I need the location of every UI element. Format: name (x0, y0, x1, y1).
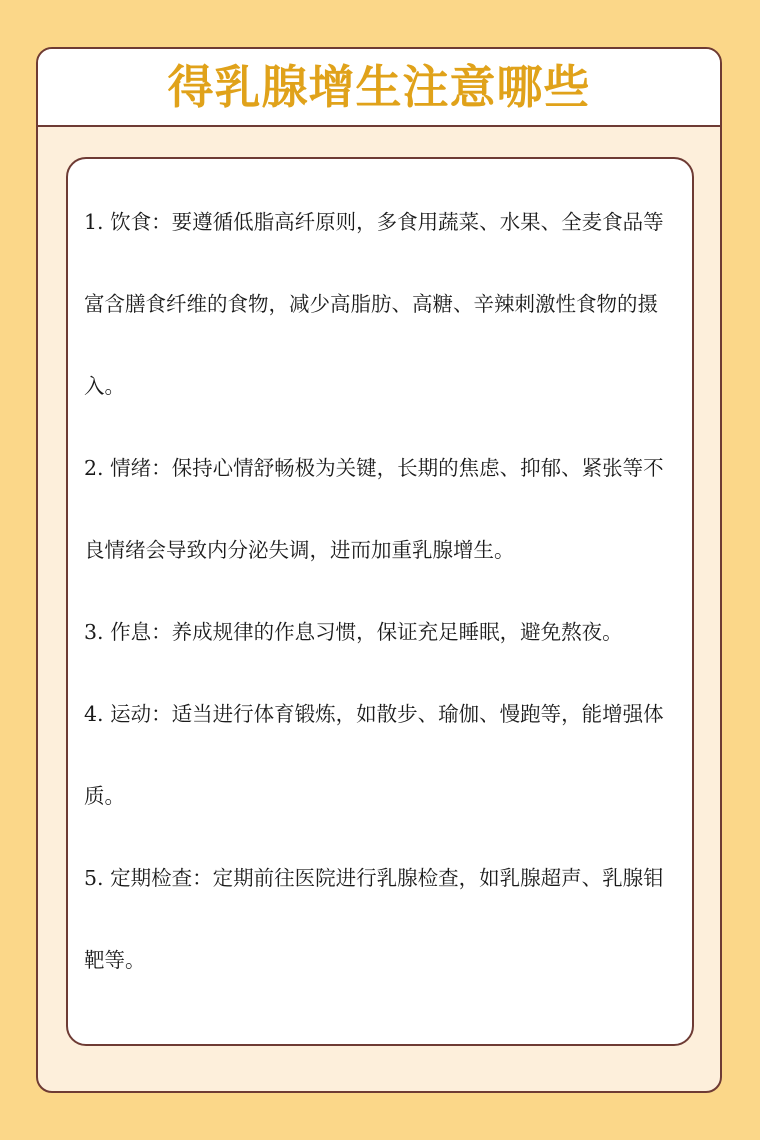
tip-text: 运动：适当进行体育锻炼，如散步、瑜伽、慢跑等，能增强体质。 (84, 702, 664, 808)
tip-item-diet (84, 181, 678, 427)
tips-list (84, 181, 678, 1001)
tip-item-emotion (84, 427, 678, 591)
tip-item-exercise (84, 673, 678, 837)
tip-number: 2. (84, 456, 104, 480)
content-card (66, 157, 694, 1046)
tip-number: 3. (84, 620, 104, 644)
tip-text: 情绪：保持心情舒畅极为关键，长期的焦虑、抑郁、紧张等不良情绪会导致内分泌失调，进而加重乳腺增生。 (84, 456, 664, 562)
page-title: 得乳腺增生注意哪些 (167, 60, 591, 114)
tip-text: 饮食：要遵循低脂高纤原则，多食用蔬菜、水果、全麦食品等富含膳食纤维的食物，减少高脂肪、高糖、辛辣刺激性食物的摄入。 (84, 210, 664, 398)
title-bar (38, 49, 720, 127)
tip-item-rest (84, 591, 678, 673)
tip-text: 定期检查：定期前往医院进行乳腺检查，如乳腺超声、乳腺钼靶等。 (84, 866, 664, 972)
tip-number: 5. (84, 866, 104, 890)
tip-item-checkup (84, 837, 678, 1001)
tip-number: 1. (84, 210, 104, 234)
tip-number: 4. (84, 702, 104, 726)
tip-text: 作息：养成规律的作息习惯，保证充足睡眠，避免熬夜。 (110, 620, 623, 644)
